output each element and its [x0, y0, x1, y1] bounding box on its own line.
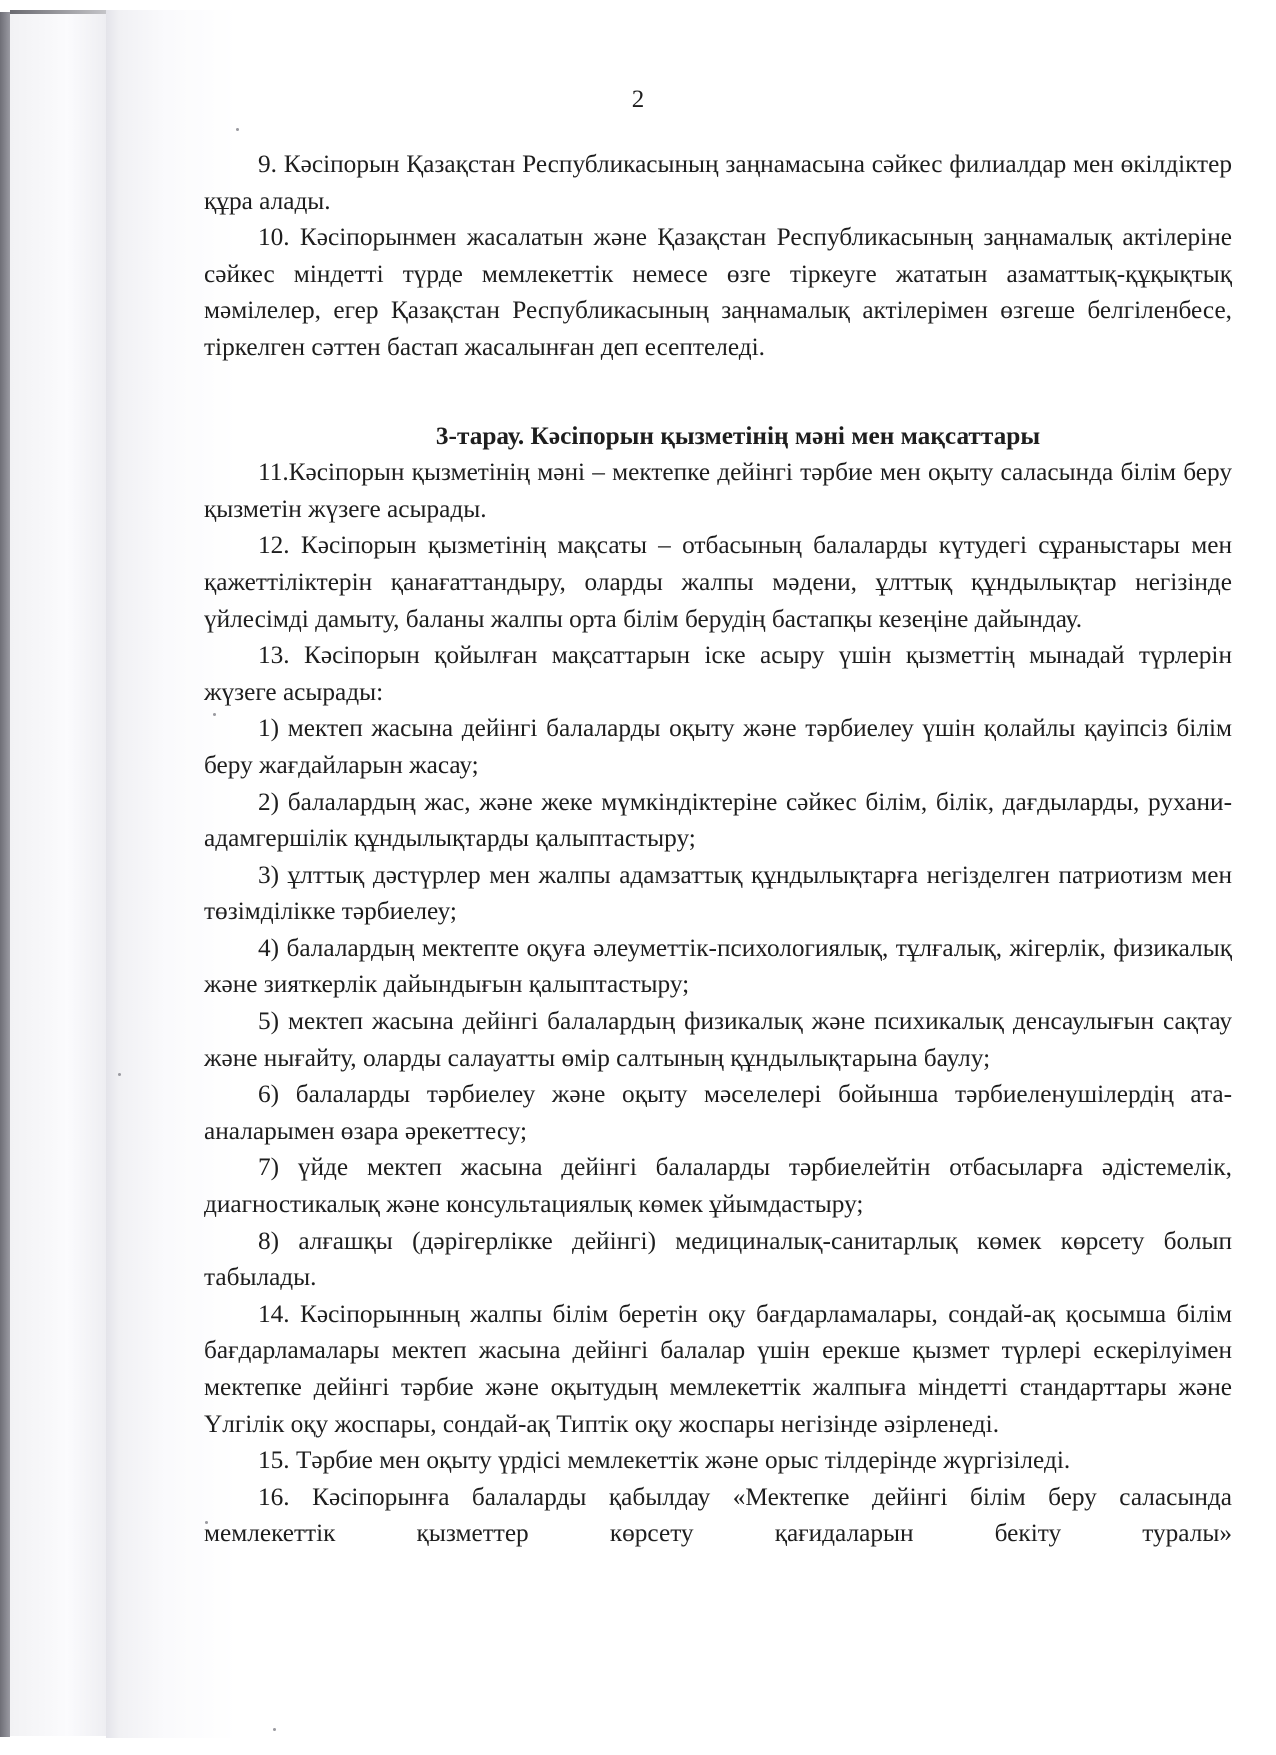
scan-margin-strip	[10, 14, 106, 1736]
paragraph-15: 15. Тәрбие мен оқыту үрдісі мемлекеттік және орыс тілдерінде жүргізіледі.	[258, 1446, 1071, 1475]
scan-edge-bar	[0, 12, 10, 1737]
paragraph-14: 14. Кәсіпорынның жалпы білім беретін оқу бағдарламалары, сондай-ақ қосымша білім бағдарламалары мектеп жасына дейінгі балалар үшін ерекше қызмет түрлері ескерілуімен мектепке дейінгі тәрбие және оқытудың мемлекеттік жалпыға міндетті стандарттары және Үлгілік оқу жоспары, сондай-ақ Типтік оқу жоспары негізінде әзірленеді.	[204, 1299, 1232, 1438]
paragraph-16: 16. Кәсіпорынға балаларды қабылдау «Мектепке дейінгі білім беру саласында мемлекеттік қызметтер көрсету қағидаларын бекіту туралы»	[204, 1482, 1232, 1548]
scan-speck	[118, 1073, 121, 1076]
scan-speck	[273, 1728, 276, 1731]
list-item-7: 7) үйде мектеп жасына дейінгі балаларды тәрбиелейтін отбасыларға әдістемелік, диагностикалық және консультациялық көмек ұйымдастыру;	[204, 1153, 1232, 1219]
list-item-3: 3) ұлттық дәстүрлер мен жалпы адамзаттық құндылықтарға негізделген патриотизм мен төзімділікке тәрбиелеу;	[204, 860, 1232, 926]
paragraph-10: 10. Кәсіпорынмен жасалатын және Қазақстан Республикасының заңнамалық актілеріне сәйкес міндетті түрде мемлекеттік немесе өзге тіркеуге жататын азаматтық-құқықтық мәмілелер, егер Қазақстан Республикасының заңнамалық актілерімен өзгеше белгіленбесе, тіркелген сәттен бастап жасалынған деп есептеледі.	[204, 223, 1232, 361]
paragraph-12: 12. Кәсіпорын қызметінің мақсаты – отбасының балаларды күтудегі сұраныстары мен қажеттіліктерін қанағаттандыру, оларды жалпы мәдени, ұлттық құндылықтар негізінде үйлесімді дамыту, баланы жалпы орта білім берудің бастапқы кезеңіне дайындау.	[204, 531, 1232, 633]
paragraph-13: 13. Кәсіпорын қойылған мақсаттарын іске асыру үшін қызметтің мынадай түрлерін жүзеге асырады:	[204, 641, 1232, 706]
list-item-1: 1) мектеп жасына дейінгі балаларды оқыту және тәрбиелеу үшін қолайлы қауіпсіз білім беру жағдайларын жасау;	[204, 714, 1232, 779]
section-heading: 3-тарау. Кәсіпорын қызметінің мәні мен мақсаттары	[435, 421, 1041, 450]
list-item-2: 2) балалардың жас, және жеке мүмкіндіктеріне сәйкес білім, білік, дағдыларды, рухани-адамгершілік құндылықтарды қалыптастыру;	[204, 787, 1232, 853]
paragraph-9: 9. Кәсіпорын Қазақстан Республикасының заңнамасына сәйкес филиалдар мен өкілдіктер құра алады.	[204, 150, 1232, 215]
page-number: 2	[631, 86, 645, 113]
paragraph-11: 11.Кәсіпорын қызметінің мәні – мектепке дейінгі тәрбие мен оқыту саласында білім беру қызметін жүзеге асырады.	[204, 458, 1232, 523]
list-item-8: 8) алғашқы (дәрігерлікке дейінгі) медициналық-санитарлық көмек көрсету болып табылады.	[204, 1226, 1232, 1292]
spacer	[204, 366, 1232, 402]
document-body	[204, 146, 1232, 1552]
scan-speck	[236, 128, 239, 131]
list-item-5: 5) мектеп жасына дейінгі балалардың физикалық және психикалық денсаулығын сақтау және нығайту, оларды салауатты өмір салтының құндылықтарына баулу;	[204, 1007, 1232, 1072]
list-item-6: 6) балаларды тәрбиелеу және оқыту мәселелері бойынша тәрбиеленушілердің ата-аналарымен өзара әрекеттесу;	[204, 1080, 1232, 1145]
list-item-4: 4) балалардың мектепте оқуға әлеуметтік-психологиялық, тұлғалық, жігерлік, физикалық және зияткерлік дайындығын қалыптастыру;	[204, 933, 1232, 999]
